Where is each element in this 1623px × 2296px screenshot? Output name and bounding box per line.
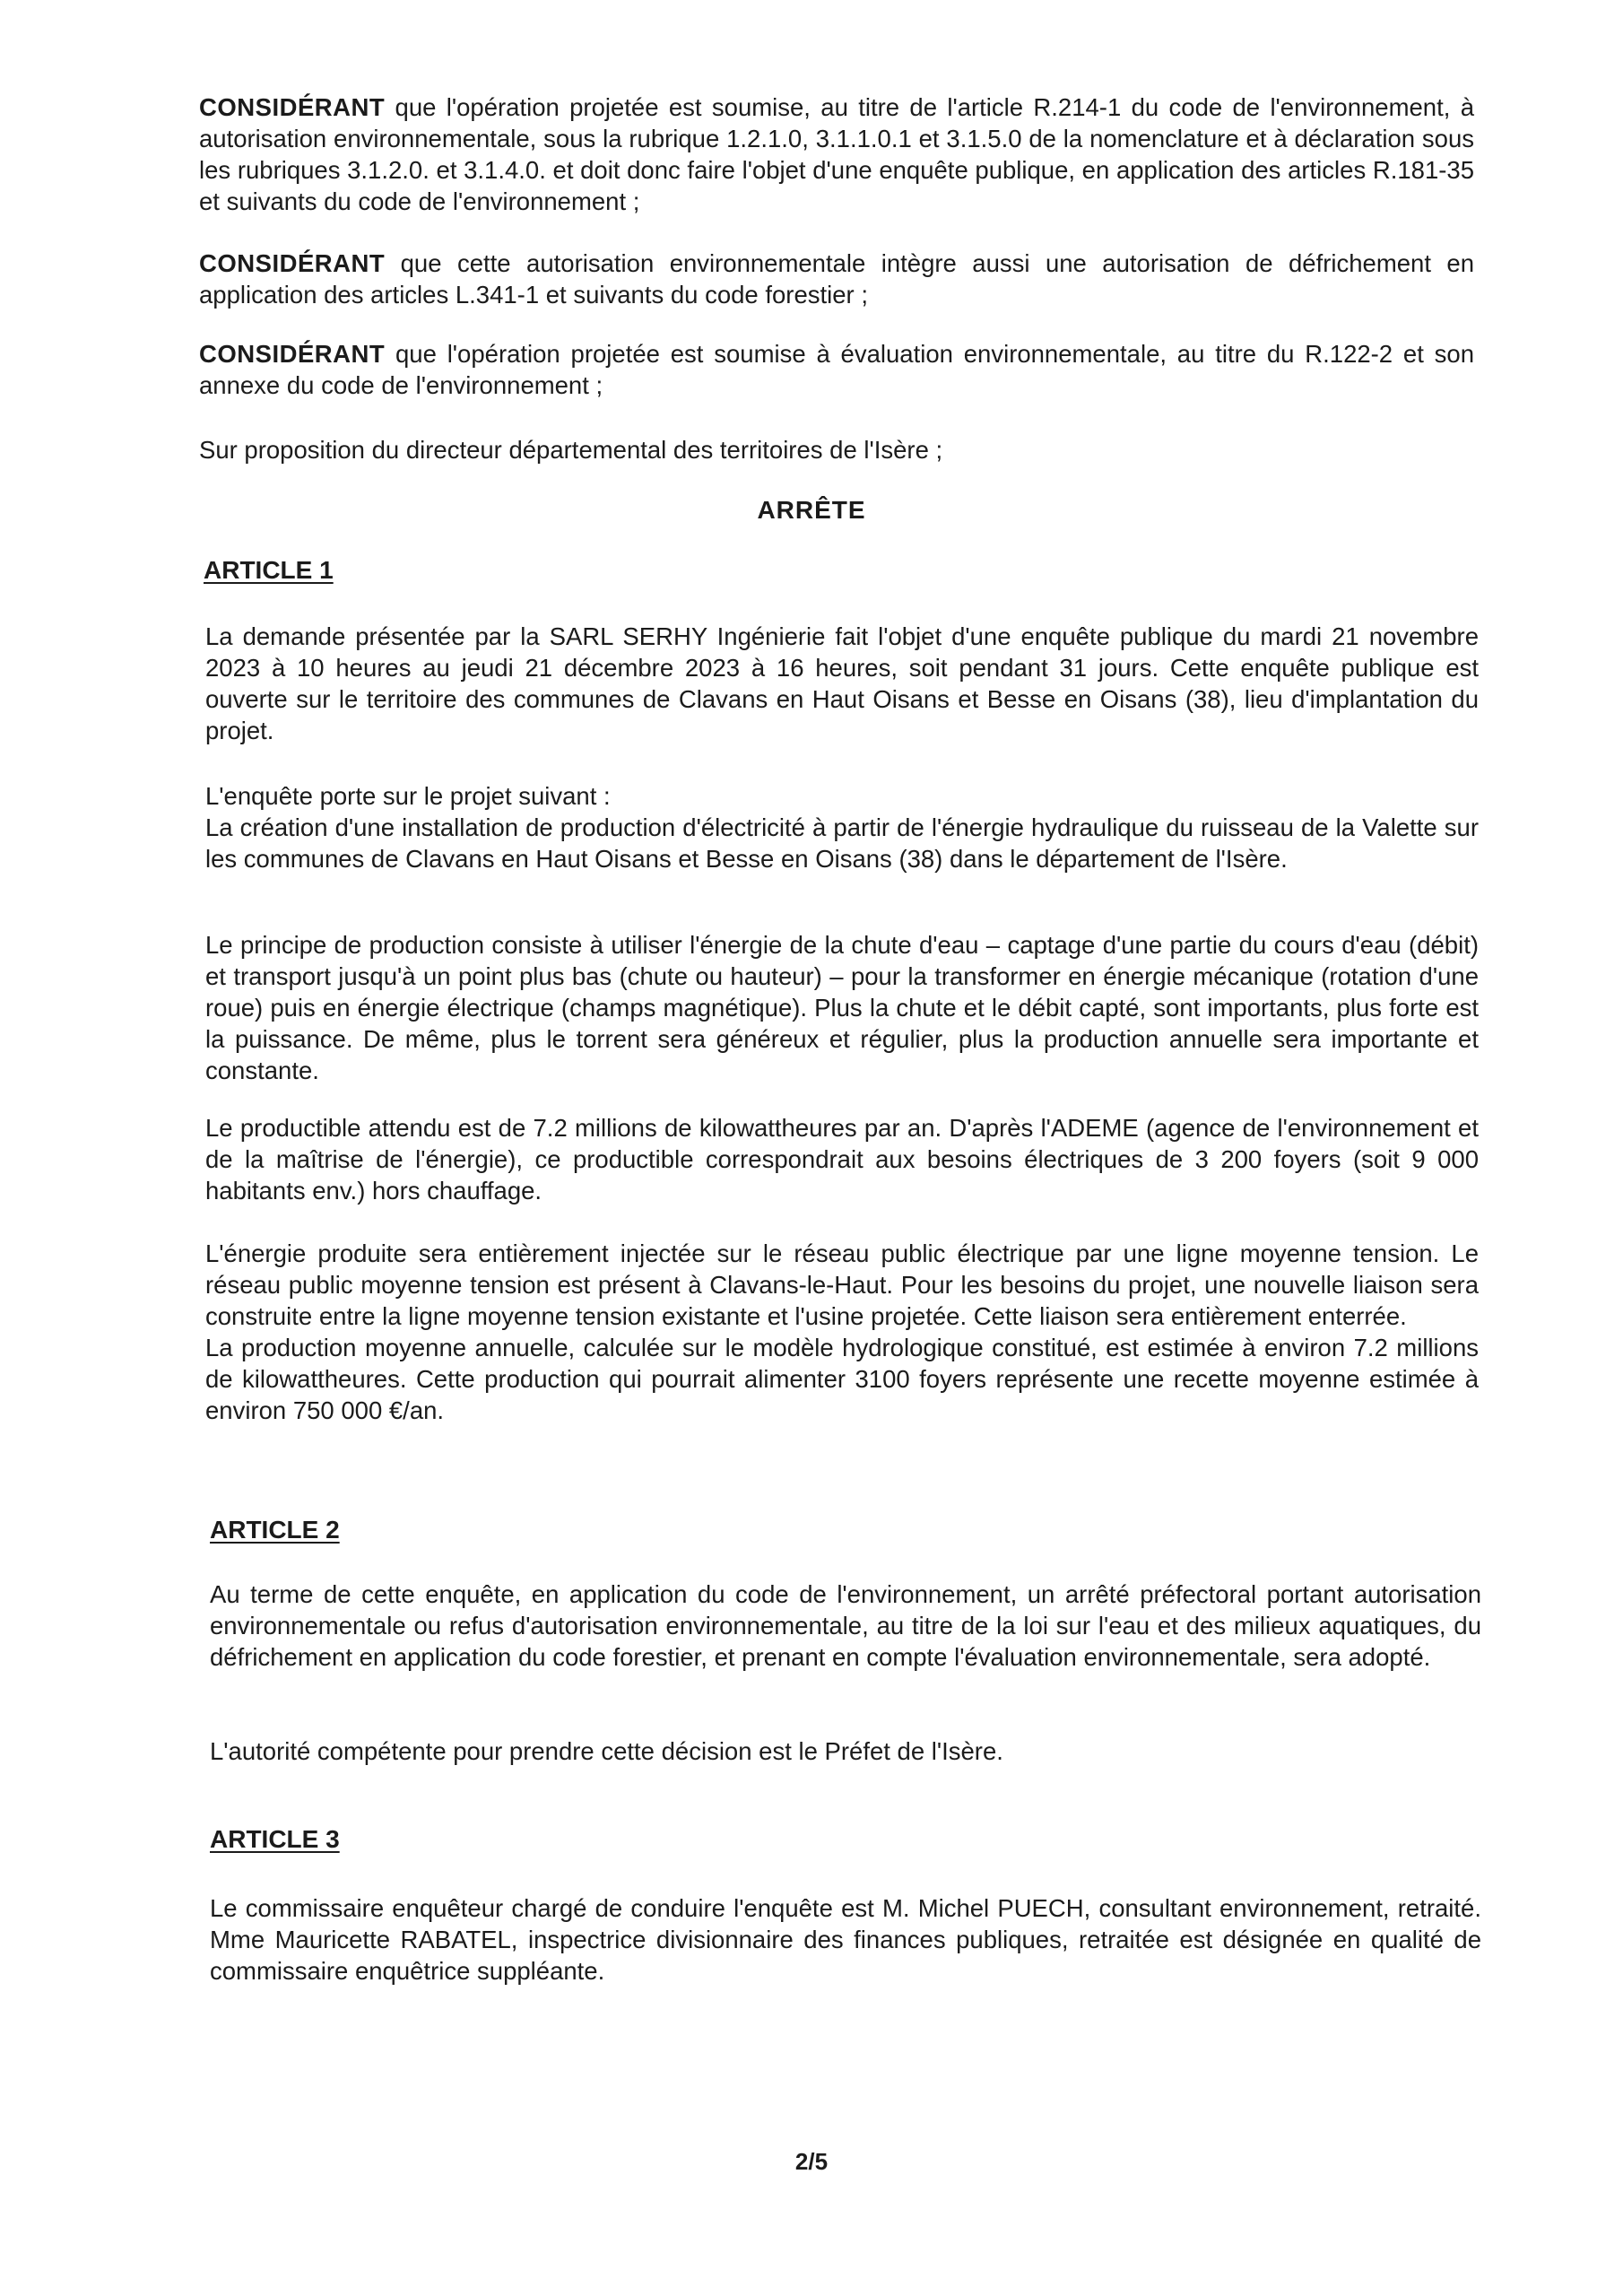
proposition <box>0 434 1623 465</box>
article-2-body <box>0 1578 1623 1673</box>
considerant-1-keyword: CONSIDÉRANT <box>199 93 386 121</box>
article-2-heading: ARTICLE 2 <box>210 1516 340 1544</box>
considerant-3-keyword: CONSIDÉRANT <box>199 340 386 368</box>
article-1-project <box>0 780 1623 874</box>
article-1-body <box>0 621 1623 746</box>
considerant-2-paragraph <box>199 248 1474 310</box>
proposition-text: Sur proposition du directeur départemental des territoires de l'Isère ; <box>199 436 943 464</box>
considerant-2-keyword: CONSIDÉRANT <box>199 249 386 277</box>
considerant-1-text: que l'opération projetée est soumise, au titre de l'article R.214-1 du code de l'environnement, à autorisation environnementale, sous la rubrique 1.2.1.0, 3.1.1.0.1 et 3.1.5.0 de la nomenclature et à déclaration sous les rubriques 3.1.2.0. et 3.1.4.0. et doit donc faire l'objet d'une enquête publique, en application des articles R.181-35 et suivants du code de l'environnement ; <box>199 93 1475 215</box>
considerant-1 <box>0 91 1623 217</box>
article-2-paragraph-2: L'autorité compétente pour prendre cette décision est le Préfet de l'Isère. <box>210 1737 1003 1765</box>
article-1-paragraph-1: La demande présentée par la SARL SERHY Ingénierie fait l'objet d'une enquête publique du mardi 21 novembre 2023 à 10 heures au jeudi 21 décembre 2023 à 16 heures, soit pendant 31 jours. Cette enquête publique est ouverte sur le territoire des communes de Clavans en Haut Oisans et Besse en Oisans (38), lieu d'implantation du projet. <box>205 622 1479 744</box>
page-number: 2/5 <box>794 2148 829 2175</box>
article-1-energy <box>0 1238 1623 1426</box>
considerant-1-paragraph <box>199 91 1474 217</box>
considerant-3-text: que l'opération projetée est soumise à évaluation environnementale, au titre du R.122-2 et son annexe du code de l'environnement ; <box>199 340 1475 399</box>
article-1-paragraph-6: La production moyenne annuelle, calculée sur le modèle hydrologique constitué, est estimée à environ 7.2 millions de kilowattheures. Cette production qui pourrait alimenter 3100 foyers représente une recette moyenne estimée à environ 750 000 €/an. <box>205 1334 1479 1424</box>
article-1-heading: ARTICLE 1 <box>204 556 334 584</box>
article-1-principle <box>0 929 1623 1086</box>
article-3-paragraph-1: Le commissaire enquêteur chargé de conduire l'enquête est M. Michel PUECH, consultant environnement, retraité. Mme Mauricette RABATEL, inspectrice divisionnaire des finances publiques, retraitée est désignée en qualité de commissaire enquêtrice suppléante. <box>210 1894 1481 1985</box>
considerant-2-text: que cette autorisation environnementale intègre aussi une autorisation de défrichement en application des articles L.341-1 et suivants du code forestier ; <box>199 249 1475 309</box>
article-2-paragraph-1: Au terme de cette enquête, en application du code de l'environnement, un arrêté préfectoral portant autorisation environnementale ou refus d'autorisation environnementale, au titre de la loi sur l'eau et des milieux aquatiques, du défrichement en application du code forestier, et prenant en compte l'évaluation environnementale, sera adopté. <box>210 1580 1481 1671</box>
article-1-paragraph-4: Le productible attendu est de 7.2 millions de kilowattheures par an. D'après l'ADEME (agence de l'environnement et de la maîtrise de l'énergie), ce productible correspondrait aux besoins électriques de 3 200 foyers (soit 9 000 habitants env.) hors chauffage. <box>205 1114 1479 1205</box>
article-2-authority <box>0 1735 1623 1767</box>
considerant-3 <box>0 338 1623 401</box>
article-1-project-text: La création d'une installation de production d'électricité à partir de l'énergie hydraulique du ruisseau de la Valette sur les communes de Clavans en Haut Oisans et Besse en Oisans (38) dans le département de l'Isère. <box>205 813 1479 873</box>
article-1-paragraph-3: Le principe de production consiste à utiliser l'énergie de la chute d'eau – captage d'une partie du cours d'eau (débit) et transport jusqu'à un point plus bas (chute ou hauteur) – pour la transformer en énergie mécanique (rotation d'une roue) puis en énergie électrique (champs magnétique). Plus la chute et le débit capté, sont importants, plus forte est la puissance. De même, plus le torrent sera généreux et régulier, plus la production annuelle sera importante et constante. <box>205 931 1479 1084</box>
article-3-body <box>0 1892 1623 1987</box>
decision-title: ARRÊTE <box>757 496 866 524</box>
article-3-heading: ARTICLE 3 <box>210 1825 340 1853</box>
article-1-paragraph-5: L'énergie produite sera entièrement injectée sur le réseau public électrique par une ligne moyenne tension. Le réseau public moyenne tension est présent à Clavans-le-Haut. Pour les besoins du projet, une nouvelle liaison sera construite entre la ligne moyenne tension existante et l'usine projetée. Cette liaison sera entièrement enterrée. <box>205 1239 1479 1330</box>
article-1-project-intro: L'enquête porte sur le projet suivant : <box>205 782 611 810</box>
considerant-2 <box>0 248 1623 310</box>
article-1-productible <box>0 1112 1623 1206</box>
considerant-3-paragraph <box>199 338 1474 401</box>
